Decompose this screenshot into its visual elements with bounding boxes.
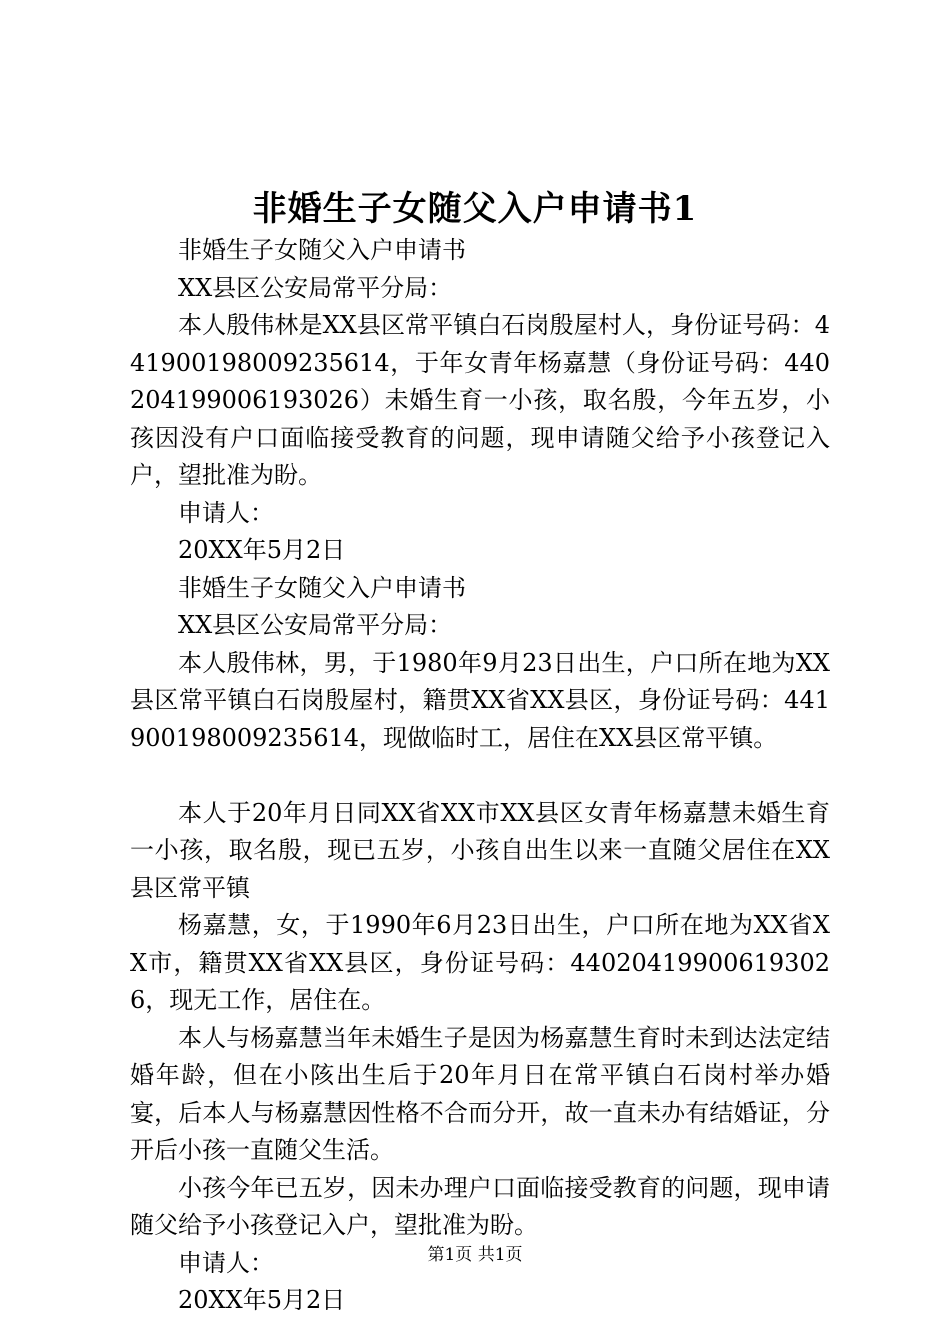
paragraph-heading-2: 非婚生子女随父入户申请书 bbox=[178, 573, 466, 602]
paragraph-heading-1: 非婚生子女随父入户申请书 bbox=[178, 236, 466, 264]
blank-line bbox=[130, 757, 830, 795]
paragraph-date-2: 20XX年5月2日 bbox=[178, 1286, 346, 1314]
paragraph-addressee-2: XX县区公安局常平分局： bbox=[178, 611, 453, 639]
paragraph-addressee-1: XX县区公安局常平分局： bbox=[178, 273, 453, 302]
paragraph-applicant-1: 申请人： bbox=[178, 498, 274, 527]
paragraph-body-4: 杨嘉慧，女，于1990年6月23日出生，户口所在地为XX省XX市，籍贯XX省XX县区，身份证号码：440204199006193026，现无工作，居住在。 bbox=[130, 911, 830, 1014]
paragraph-body-1: 本人殷伟林是XX县区常平镇白石岗殷屋村人，身份证号码：441900198009235614，于年女青年杨嘉慧（身份证号码：440204199006193026）未婚生育一小孩，取名殷，今年五岁，小孩因没有户口面临接受教育的问题，现申请随父给予小孩登记入户，望批准为盼。 bbox=[130, 311, 830, 489]
paragraph-body-6: 小孩今年已五岁，因未办理户口面临接受教育的问题，现申请随父给予小孩登记入户，望批准为盼。 bbox=[130, 1173, 830, 1239]
page-footer: 第1页 共1页 bbox=[427, 1245, 523, 1265]
paragraph-body-2: 本人殷伟林，男，于1980年9月23日出生，户口所在地为XX县区常平镇白石岗殷屋村，籍贯XX省XX县区，身份证号码：441900198009235614，现做临时工，居住在XX县区常平镇。 bbox=[130, 648, 830, 752]
document-body bbox=[130, 232, 830, 1320]
paragraph-applicant-2: 申请人： bbox=[178, 1248, 274, 1277]
paragraph-body-3: 本人于20年月日同XX省XX市XX县区女青年杨嘉慧未婚生育一小孩，取名殷，现已五岁，小孩自出生以来一直随父居住在XX县区常平镇 bbox=[130, 798, 830, 902]
document-title: 非婚生子女随父入户申请书1 bbox=[252, 189, 698, 229]
paragraph-date-1: 20XX年5月2日 bbox=[178, 536, 346, 564]
paragraph-body-5: 本人与杨嘉慧当年未婚生子是因为杨嘉慧生育时未到达法定结婚年龄，但在小陔出生后于20年月日在常平镇白石岗村举办婚宴，后本人与杨嘉慧因性格不合而分开，故一直未办有结婚证，分开后小孩一直随父生活。 bbox=[130, 1023, 830, 1164]
